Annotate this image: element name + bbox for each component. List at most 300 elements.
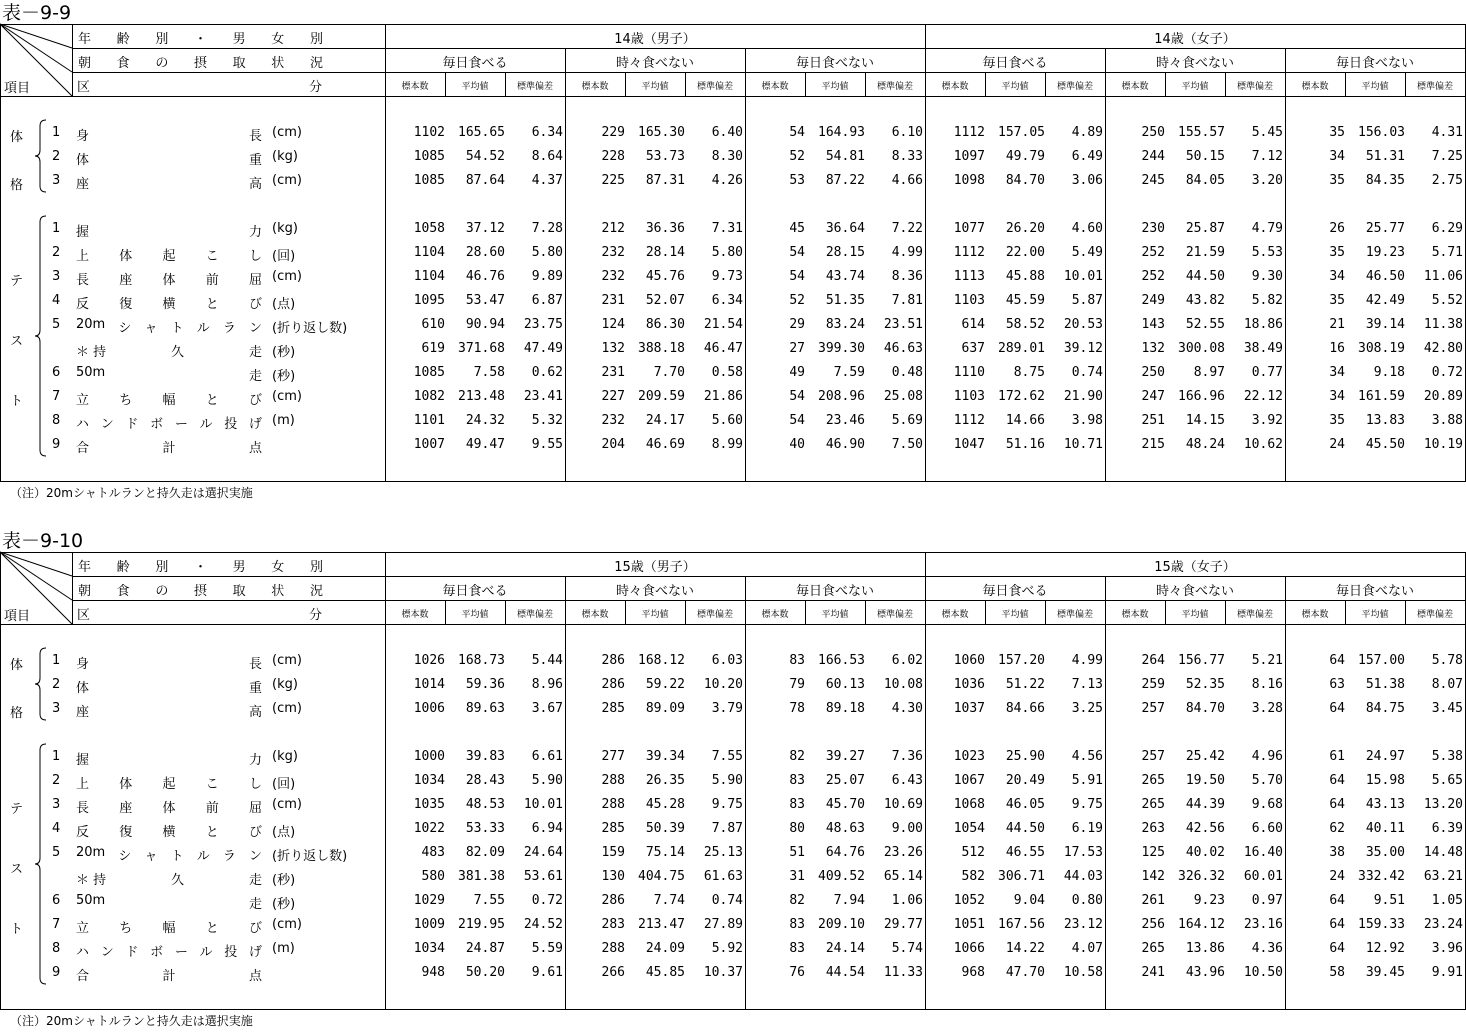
row-label-char: 前 bbox=[205, 801, 219, 816]
data-cell: 89.18 bbox=[825, 701, 865, 716]
data-cell: 84.66 bbox=[1005, 701, 1045, 716]
data-cell: 78 bbox=[789, 701, 805, 716]
data-cell: 7.59 bbox=[833, 365, 865, 380]
header-char: 食 bbox=[116, 584, 130, 599]
group-header: 14歳（女子） bbox=[1154, 32, 1236, 47]
data-cell: 1007 bbox=[413, 437, 445, 452]
data-cell: 10.20 bbox=[703, 677, 743, 692]
data-cell: 614 bbox=[961, 317, 985, 332]
data-cell: 263 bbox=[1141, 821, 1165, 836]
row-number: 4 bbox=[52, 293, 61, 308]
data-cell: 6.87 bbox=[531, 293, 563, 308]
data-cell: 18.86 bbox=[1243, 317, 1283, 332]
data-cell: 10.08 bbox=[883, 677, 923, 692]
data-cell: 39.83 bbox=[465, 749, 505, 764]
data-cell: 14.66 bbox=[1005, 413, 1045, 428]
header-char: 摂 bbox=[193, 584, 207, 599]
brace-icon bbox=[34, 118, 48, 194]
stat-column-header: 標本数 bbox=[1301, 610, 1329, 620]
row-label bbox=[76, 821, 262, 840]
row-label bbox=[76, 845, 262, 864]
data-cell: 399.30 bbox=[818, 341, 865, 356]
data-cell: 84.70 bbox=[1005, 173, 1045, 188]
row-label-char: 合 bbox=[76, 969, 90, 984]
row-label-char: 50m bbox=[76, 893, 106, 908]
data-cell: 54 bbox=[789, 389, 805, 404]
data-cell: 1104 bbox=[413, 269, 445, 284]
data-cell: 34 bbox=[1329, 365, 1345, 380]
group-header: 14歳（男子） bbox=[614, 32, 696, 47]
data-cell: 26 bbox=[1329, 221, 1345, 236]
data-cell: 86.30 bbox=[645, 317, 685, 332]
data-cell: 4.96 bbox=[1251, 749, 1283, 764]
data-cell: 29.77 bbox=[883, 917, 923, 932]
stat-column-header: 標本数 bbox=[1121, 82, 1149, 92]
row-label-char: ＊ 持 bbox=[76, 873, 107, 888]
data-cell: 1067 bbox=[953, 773, 985, 788]
data-cell: 288 bbox=[601, 797, 625, 812]
data-cell: 165.30 bbox=[638, 125, 685, 140]
data-cell: 65.14 bbox=[883, 869, 923, 884]
data-cell: 332.42 bbox=[1358, 869, 1405, 884]
data-cell: 7.55 bbox=[711, 749, 743, 764]
header-char: 男 bbox=[232, 560, 246, 575]
data-cell: 225 bbox=[601, 173, 625, 188]
header-char: 女 bbox=[271, 560, 285, 575]
subgroup-header: 毎日食べない bbox=[795, 56, 874, 71]
data-cell: 5.78 bbox=[1431, 653, 1463, 668]
table-title: 表－9-10 bbox=[2, 530, 84, 552]
data-cell: 4.26 bbox=[711, 173, 743, 188]
data-cell: 229 bbox=[601, 125, 625, 140]
data-cell: 24.32 bbox=[465, 413, 505, 428]
data-cell: 3.25 bbox=[1071, 701, 1103, 716]
data-cell: 212 bbox=[601, 221, 625, 236]
data-cell: 0.97 bbox=[1251, 893, 1283, 908]
data-cell: 143 bbox=[1141, 317, 1165, 332]
data-cell: 20.89 bbox=[1423, 389, 1463, 404]
footnote: （注）20mシャトルランと持久走は選択実施 bbox=[10, 486, 253, 500]
stat-column-header: 標本数 bbox=[761, 610, 789, 620]
row-number: 3 bbox=[52, 797, 61, 812]
data-cell: 45.70 bbox=[825, 797, 865, 812]
data-cell: 9.89 bbox=[531, 269, 563, 284]
data-cell: 231 bbox=[601, 293, 625, 308]
row-label-char: こ bbox=[205, 249, 219, 264]
data-cell: 53.61 bbox=[523, 869, 563, 884]
data-cell: 404.75 bbox=[638, 869, 685, 884]
data-cell: 5.91 bbox=[1071, 773, 1103, 788]
row-label-char: ラ bbox=[222, 849, 236, 864]
data-cell: 257 bbox=[1141, 749, 1165, 764]
stat-column-header: 標準偏差 bbox=[1416, 82, 1453, 92]
data-cell: 12.92 bbox=[1365, 941, 1405, 956]
data-cell: 228 bbox=[601, 149, 625, 164]
data-cell: 1047 bbox=[953, 437, 985, 452]
row-unit: (kg) bbox=[272, 677, 298, 692]
row-label bbox=[76, 869, 262, 888]
data-cell: 4.79 bbox=[1251, 221, 1283, 236]
data-cell: 87.31 bbox=[645, 173, 685, 188]
row-label-char: ン bbox=[248, 321, 262, 336]
data-cell: 1060 bbox=[953, 653, 985, 668]
data-cell: 0.48 bbox=[891, 365, 923, 380]
row-label-char: 長 bbox=[76, 801, 90, 816]
table-block bbox=[0, 528, 1466, 1033]
row-label-char: 久 bbox=[171, 873, 185, 888]
row-label-char: び bbox=[248, 921, 262, 936]
stat-column-header: 標準偏差 bbox=[1236, 82, 1273, 92]
subgroup-header: 時々食べない bbox=[1155, 56, 1234, 71]
data-cell: 259 bbox=[1141, 677, 1165, 692]
header-char: 齢 bbox=[116, 32, 130, 47]
data-cell: 51.35 bbox=[825, 293, 865, 308]
row-label-char: 反 bbox=[76, 825, 90, 840]
section-label: ス bbox=[10, 334, 24, 349]
data-cell: 89.09 bbox=[645, 701, 685, 716]
data-cell: 227 bbox=[601, 389, 625, 404]
data-cell: 208.96 bbox=[818, 389, 865, 404]
data-cell: 124 bbox=[601, 317, 625, 332]
data-cell: 166.96 bbox=[1178, 389, 1225, 404]
data-cell: 45.50 bbox=[1365, 437, 1405, 452]
row-label-char: と bbox=[205, 393, 219, 408]
row-label-char: 座 bbox=[76, 705, 90, 720]
data-cell: 27.89 bbox=[703, 917, 743, 932]
row-label bbox=[76, 941, 262, 960]
data-cell: 7.25 bbox=[1431, 149, 1463, 164]
row-label-char: ボ bbox=[150, 417, 164, 432]
data-cell: 53.73 bbox=[645, 149, 685, 164]
data-cell: 35 bbox=[1329, 293, 1345, 308]
header-char: 況 bbox=[309, 584, 323, 599]
data-cell: 52.07 bbox=[645, 293, 685, 308]
data-cell: 1113 bbox=[953, 269, 985, 284]
row-label-char: 体 bbox=[119, 249, 133, 264]
data-cell: 40.11 bbox=[1365, 821, 1405, 836]
data-cell: 54 bbox=[789, 245, 805, 260]
stat-column-header: 標本数 bbox=[401, 610, 429, 620]
stat-column-header: 標本数 bbox=[581, 82, 609, 92]
row-label bbox=[76, 701, 262, 720]
data-cell: 38 bbox=[1329, 845, 1345, 860]
row-label-char: ド bbox=[125, 945, 139, 960]
data-cell: 159 bbox=[601, 845, 625, 860]
data-cell: 968 bbox=[961, 965, 985, 980]
data-cell: 1036 bbox=[953, 677, 985, 692]
data-cell: 4.56 bbox=[1071, 749, 1103, 764]
data-cell: 39.27 bbox=[825, 749, 865, 764]
header-char: 女 bbox=[271, 32, 285, 47]
data-cell: 79 bbox=[789, 677, 805, 692]
section-label: 体 bbox=[10, 130, 24, 145]
data-cell: 288 bbox=[601, 941, 625, 956]
data-cell: 80 bbox=[789, 821, 805, 836]
data-cell: 300.08 bbox=[1178, 341, 1225, 356]
data-cell: 156.03 bbox=[1358, 125, 1405, 140]
data-cell: 5.21 bbox=[1251, 653, 1283, 668]
data-cell: 0.80 bbox=[1071, 893, 1103, 908]
age-sex-header bbox=[78, 556, 323, 575]
row-label bbox=[76, 341, 262, 360]
data-cell: 1034 bbox=[413, 941, 445, 956]
header-char: 況 bbox=[309, 56, 323, 71]
row-unit: (秒) bbox=[272, 873, 296, 888]
stat-column-header: 平均値 bbox=[1361, 610, 1389, 620]
data-cell: 2.75 bbox=[1431, 173, 1463, 188]
data-cell: 219.95 bbox=[458, 917, 505, 932]
data-cell: 28.60 bbox=[465, 245, 505, 260]
data-cell: 87.22 bbox=[825, 173, 865, 188]
data-cell: 23.12 bbox=[1063, 917, 1103, 932]
data-cell: 47.70 bbox=[1005, 965, 1045, 980]
data-cell: 261 bbox=[1141, 893, 1165, 908]
data-cell: 3.06 bbox=[1071, 173, 1103, 188]
row-unit: (m) bbox=[272, 413, 295, 428]
data-cell: 213.47 bbox=[638, 917, 685, 932]
data-cell: 49 bbox=[789, 365, 805, 380]
data-cell: 5.80 bbox=[531, 245, 563, 260]
data-cell: 11.38 bbox=[1423, 317, 1463, 332]
row-label-char: ち bbox=[119, 921, 133, 936]
row-label bbox=[76, 413, 262, 432]
row-label-char: 合 bbox=[76, 441, 90, 456]
bun-label: 分 bbox=[309, 80, 323, 95]
data-cell: 7.31 bbox=[711, 221, 743, 236]
data-cell: 36.64 bbox=[825, 221, 865, 236]
row-label-char: 体 bbox=[162, 801, 176, 816]
row-unit: (cm) bbox=[272, 701, 302, 716]
row-label-char: こ bbox=[205, 777, 219, 792]
stat-column-header: 平均値 bbox=[1361, 82, 1389, 92]
data-cell: 5.90 bbox=[711, 773, 743, 788]
section-label: 体 bbox=[10, 658, 24, 673]
table-title: 表－9-9 bbox=[2, 2, 72, 24]
data-cell: 266 bbox=[601, 965, 625, 980]
row-label-char: と bbox=[205, 825, 219, 840]
stat-column-header: 標準偏差 bbox=[1056, 82, 1093, 92]
data-cell: 1000 bbox=[413, 749, 445, 764]
data-cell: 5.74 bbox=[891, 941, 923, 956]
data-cell: 610 bbox=[421, 317, 445, 332]
data-cell: 38.49 bbox=[1243, 341, 1283, 356]
data-cell: 5.45 bbox=[1251, 125, 1283, 140]
row-number: 9 bbox=[52, 965, 61, 980]
stat-column-header: 平均値 bbox=[821, 82, 849, 92]
data-cell: 13.86 bbox=[1185, 941, 1225, 956]
data-cell: 8.99 bbox=[711, 437, 743, 452]
data-cell: 87.64 bbox=[465, 173, 505, 188]
data-cell: 161.59 bbox=[1358, 389, 1405, 404]
data-cell: 7.70 bbox=[653, 365, 685, 380]
row-label-char: 横 bbox=[162, 297, 176, 312]
data-cell: 24 bbox=[1329, 869, 1345, 884]
row-label-char: ＊ 持 bbox=[76, 345, 107, 360]
data-cell: 285 bbox=[601, 701, 625, 716]
row-label-char: ハ bbox=[76, 945, 90, 960]
data-cell: 7.12 bbox=[1251, 149, 1283, 164]
data-cell: 285 bbox=[601, 821, 625, 836]
data-cell: 51.16 bbox=[1005, 437, 1045, 452]
data-cell: 53 bbox=[789, 173, 805, 188]
stat-column-header: 平均値 bbox=[1181, 610, 1209, 620]
data-cell: 289.01 bbox=[998, 341, 1045, 356]
data-cell: 25.90 bbox=[1005, 749, 1045, 764]
data-cell: 125 bbox=[1141, 845, 1165, 860]
data-cell: 5.59 bbox=[531, 941, 563, 956]
header-char: 別 bbox=[309, 560, 323, 575]
data-cell: 1058 bbox=[413, 221, 445, 236]
data-cell: 35 bbox=[1329, 413, 1345, 428]
subgroup-header: 毎日食べる bbox=[982, 584, 1048, 599]
data-cell: 23.26 bbox=[883, 845, 923, 860]
data-cell: 52 bbox=[789, 293, 805, 308]
data-cell: 1014 bbox=[413, 677, 445, 692]
data-cell: 1097 bbox=[953, 149, 985, 164]
data-cell: 250 bbox=[1141, 125, 1165, 140]
section-label: ス bbox=[10, 862, 24, 877]
data-cell: 53.47 bbox=[465, 293, 505, 308]
row-label-char: ル bbox=[196, 849, 210, 864]
data-cell: 5.87 bbox=[1071, 293, 1103, 308]
data-cell: 43.13 bbox=[1365, 797, 1405, 812]
data-cell: 6.03 bbox=[711, 653, 743, 668]
kubun-label: 区 bbox=[77, 608, 91, 623]
data-cell: 164.12 bbox=[1178, 917, 1225, 932]
row-label-char: び bbox=[248, 297, 262, 312]
data-cell: 232 bbox=[601, 245, 625, 260]
data-cell: 5.52 bbox=[1431, 293, 1463, 308]
data-cell: 11.33 bbox=[883, 965, 923, 980]
row-label-char: ル bbox=[196, 321, 210, 336]
data-cell: 13.20 bbox=[1423, 797, 1463, 812]
data-cell: 8.64 bbox=[531, 149, 563, 164]
data-cell: 10.62 bbox=[1243, 437, 1283, 452]
data-cell: 6.39 bbox=[1431, 821, 1463, 836]
section-label: 格 bbox=[10, 706, 24, 721]
data-cell: 54 bbox=[789, 269, 805, 284]
row-label-char: 重 bbox=[248, 153, 262, 168]
group-header: 15歳（男子） bbox=[614, 560, 696, 575]
row-unit: (cm) bbox=[272, 653, 302, 668]
data-cell: 44.54 bbox=[825, 965, 865, 980]
data-cell: 247 bbox=[1141, 389, 1165, 404]
data-cell: 84.35 bbox=[1365, 173, 1405, 188]
data-cell: 3.67 bbox=[531, 701, 563, 716]
row-label-char: 体 bbox=[119, 777, 133, 792]
data-cell: 9.61 bbox=[531, 965, 563, 980]
row-label-char: ル bbox=[199, 945, 213, 960]
data-cell: 167.56 bbox=[998, 917, 1045, 932]
data-cell: 24.09 bbox=[645, 941, 685, 956]
row-label-char: 起 bbox=[162, 777, 176, 792]
data-cell: 249 bbox=[1141, 293, 1165, 308]
data-cell: 1037 bbox=[953, 701, 985, 716]
row-label-char: 長 bbox=[76, 273, 90, 288]
subgroup-header: 時々食べない bbox=[615, 56, 694, 71]
data-cell: 3.79 bbox=[711, 701, 743, 716]
data-cell: 283 bbox=[601, 917, 625, 932]
data-cell: 9.91 bbox=[1431, 965, 1463, 980]
data-cell: 6.60 bbox=[1251, 821, 1283, 836]
row-number: 3 bbox=[52, 701, 61, 716]
data-cell: 83 bbox=[789, 773, 805, 788]
row-number: 9 bbox=[52, 437, 61, 452]
data-cell: 256 bbox=[1141, 917, 1165, 932]
data-cell: 22.12 bbox=[1243, 389, 1283, 404]
data-cell: 8.07 bbox=[1431, 677, 1463, 692]
row-unit: (cm) bbox=[272, 389, 302, 404]
data-cell: 4.31 bbox=[1431, 125, 1463, 140]
data-cell: 45.28 bbox=[645, 797, 685, 812]
data-cell: 54 bbox=[789, 413, 805, 428]
row-label-char: 20m bbox=[76, 845, 106, 860]
data-cell: 619 bbox=[421, 341, 445, 356]
row-label-char: 立 bbox=[76, 921, 90, 936]
row-label bbox=[76, 917, 262, 936]
data-cell: 75.14 bbox=[645, 845, 685, 860]
row-label-char: 復 bbox=[119, 825, 133, 840]
data-cell: 83 bbox=[789, 653, 805, 668]
data-cell: 26.35 bbox=[645, 773, 685, 788]
data-cell: 36.36 bbox=[645, 221, 685, 236]
row-label-char: ン bbox=[248, 849, 262, 864]
data-cell: 8.75 bbox=[1013, 365, 1045, 380]
header-char: 状 bbox=[271, 56, 285, 71]
data-cell: 90.94 bbox=[465, 317, 505, 332]
row-label-char: ハ bbox=[76, 417, 90, 432]
data-cell: 9.68 bbox=[1251, 797, 1283, 812]
row-unit: (kg) bbox=[272, 149, 298, 164]
row-label-char: 走 bbox=[248, 345, 262, 360]
data-cell: 381.38 bbox=[458, 869, 505, 884]
row-unit: (回) bbox=[272, 777, 296, 792]
data-cell: 50.15 bbox=[1185, 149, 1225, 164]
row-label-char: し bbox=[248, 249, 262, 264]
data-cell: 24.87 bbox=[465, 941, 505, 956]
data-cell: 142 bbox=[1141, 869, 1165, 884]
data-cell: 286 bbox=[601, 653, 625, 668]
row-label-char: 握 bbox=[76, 225, 90, 240]
data-cell: 6.43 bbox=[891, 773, 923, 788]
data-cell: 34 bbox=[1329, 149, 1345, 164]
row-number: 5 bbox=[52, 317, 61, 332]
header-char: 年 bbox=[78, 32, 92, 47]
data-cell: 39.12 bbox=[1063, 341, 1103, 356]
row-label-char: 幅 bbox=[162, 921, 176, 936]
stat-column-header: 標準偏差 bbox=[516, 82, 553, 92]
data-cell: 52.55 bbox=[1185, 317, 1225, 332]
data-cell: 7.55 bbox=[473, 893, 505, 908]
stat-column-header: 標準偏差 bbox=[696, 82, 733, 92]
row-label-char: 座 bbox=[119, 801, 133, 816]
row-label-char: 投 bbox=[224, 417, 238, 432]
row-label-char: 屈 bbox=[248, 273, 262, 288]
brace-icon bbox=[34, 646, 48, 722]
data-cell: 251 bbox=[1141, 413, 1165, 428]
data-cell: 157.00 bbox=[1358, 653, 1405, 668]
data-cell: 5.71 bbox=[1431, 245, 1463, 260]
data-cell: 241 bbox=[1141, 965, 1165, 980]
section-label: ト bbox=[10, 922, 24, 937]
row-label bbox=[76, 893, 262, 912]
data-cell: 64.76 bbox=[825, 845, 865, 860]
subgroup-header: 毎日食べる bbox=[442, 584, 508, 599]
row-label-char: び bbox=[248, 393, 262, 408]
data-cell: 308.19 bbox=[1358, 341, 1405, 356]
diagonal-line bbox=[0, 24, 72, 48]
data-cell: 6.61 bbox=[531, 749, 563, 764]
